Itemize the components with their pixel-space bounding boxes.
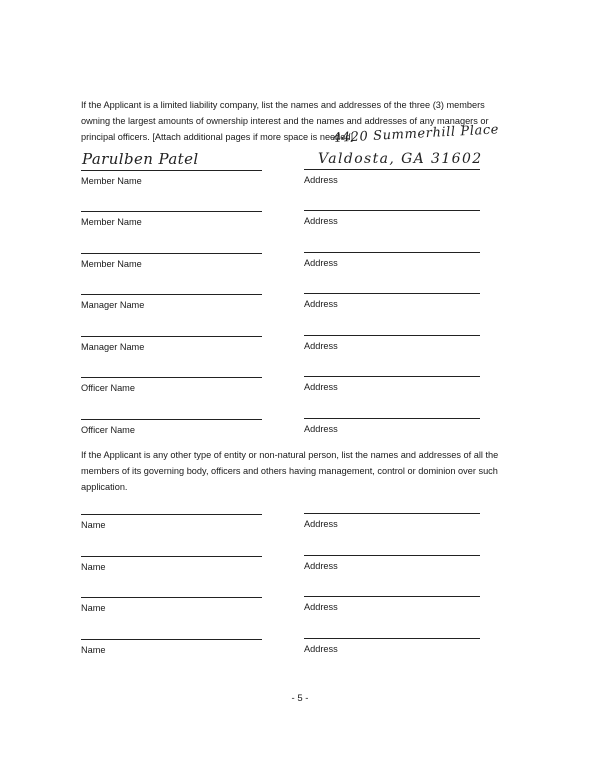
handwritten-member-name: Parulben Patel	[82, 150, 199, 168]
name-signature-line[interactable]	[81, 336, 262, 337]
address-field-label: Address	[304, 382, 338, 392]
address-field-label: Address	[304, 175, 338, 185]
llc-instructions: If the Applicant is a limited liability company, list the names and addresses of the three (3) members owning the largest amounts of ownership interest and the names and addresses of any managers or principal officers. [Attach additional pages if more space is needed]	[81, 100, 489, 142]
name-signature-line[interactable]	[81, 419, 262, 420]
address-signature-line[interactable]	[304, 335, 480, 336]
name-signature-line[interactable]	[81, 377, 262, 378]
name-signature-line[interactable]	[81, 597, 262, 598]
name-field-label: Name	[81, 603, 106, 613]
page-number: - 5 -	[291, 693, 309, 704]
other-entity-instructions: If the Applicant is any other type of entity or non-natural person, list the names and addresses of all the members of its governing body, officers and others having management, control or dominion over such application.	[81, 450, 499, 492]
name-signature-line[interactable]	[81, 514, 262, 515]
name-field-label: Officer Name	[81, 425, 135, 435]
handwritten-address-line-1: 4420 Summerhill Place	[332, 122, 500, 146]
address-field-label: Address	[304, 216, 338, 226]
address-signature-line[interactable]	[304, 513, 480, 514]
address-field-label: Address	[304, 424, 338, 434]
address-signature-line[interactable]	[304, 418, 480, 419]
address-field-label: Address	[304, 602, 338, 612]
address-field-label: Address	[304, 561, 338, 571]
name-field-label: Manager Name	[81, 342, 145, 352]
address-signature-line[interactable]	[304, 638, 480, 639]
name-signature-line[interactable]	[81, 211, 262, 212]
address-signature-line[interactable]	[304, 252, 480, 253]
address-field-label: Address	[304, 644, 338, 654]
name-field-label: Name	[81, 520, 106, 530]
address-signature-line[interactable]	[304, 169, 480, 170]
name-signature-line[interactable]	[81, 253, 262, 254]
address-signature-line[interactable]	[304, 596, 480, 597]
address-signature-line[interactable]	[304, 293, 480, 294]
name-signature-line[interactable]	[81, 170, 262, 171]
name-field-label: Officer Name	[81, 383, 135, 393]
name-field-label: Name	[81, 645, 106, 655]
name-field-label: Manager Name	[81, 300, 145, 310]
address-signature-line[interactable]	[304, 555, 480, 556]
address-signature-line[interactable]	[304, 376, 480, 377]
name-field-label: Name	[81, 562, 106, 572]
name-field-label: Member Name	[81, 217, 142, 227]
address-field-label: Address	[304, 299, 338, 309]
name-signature-line[interactable]	[81, 639, 262, 640]
name-signature-line[interactable]	[81, 294, 262, 295]
address-field-label: Address	[304, 341, 338, 351]
name-field-label: Member Name	[81, 176, 142, 186]
handwritten-address-line-2: Valdosta, GA 31602	[318, 151, 483, 167]
address-field-label: Address	[304, 519, 338, 529]
address-signature-line[interactable]	[304, 210, 480, 211]
name-signature-line[interactable]	[81, 556, 262, 557]
name-field-label: Member Name	[81, 259, 142, 269]
address-field-label: Address	[304, 258, 338, 268]
